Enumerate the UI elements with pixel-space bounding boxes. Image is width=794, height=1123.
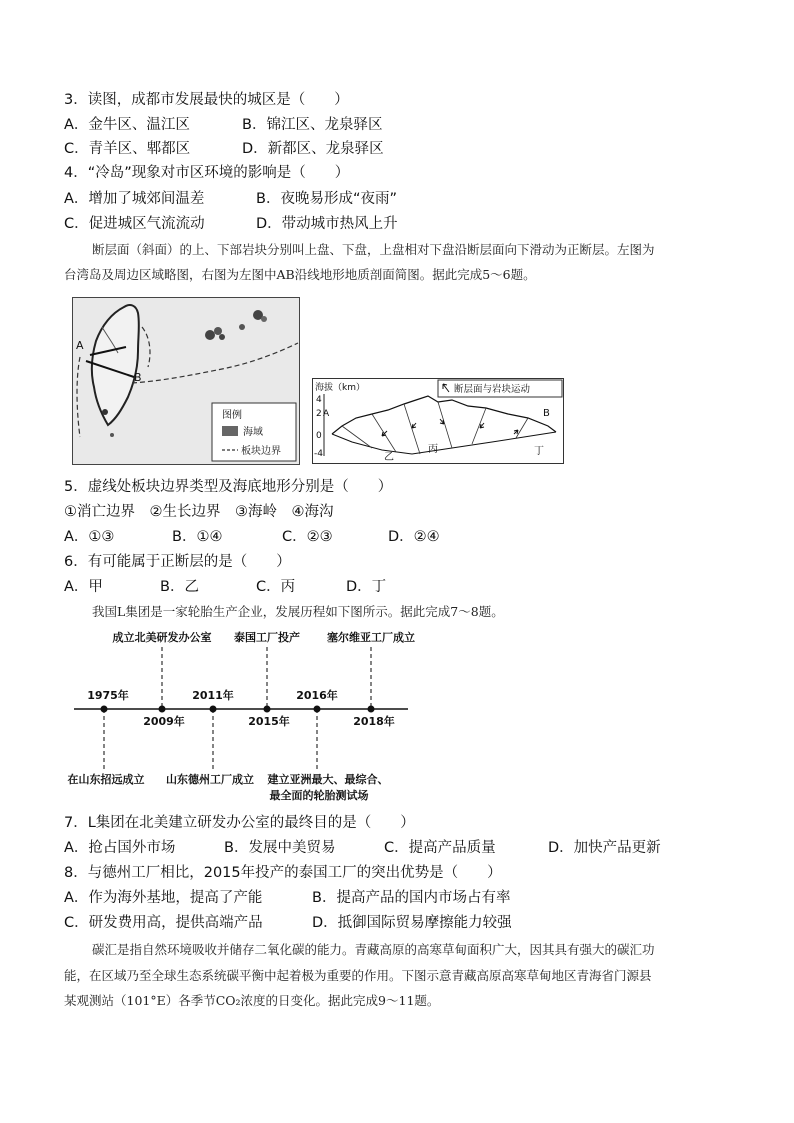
geologic-profile [312, 378, 564, 464]
profile-tick-0: 0 [316, 431, 322, 441]
timeline-dot-2015 [264, 706, 271, 713]
legend-sea-swatch [222, 426, 238, 436]
q7-option-d: D．加快产品更新 [548, 840, 661, 856]
timeline-dot-1975 [101, 706, 108, 713]
passage3-line1: 碳汇是指自然环境吸收并储存二氧化碳的能力。青藏高原的高寒草甸面积广大，因其具有强大的碳汇功 [92, 942, 655, 957]
q7-option-a: A．抢占国外市场 [64, 840, 176, 856]
timeline-dot-2011 [210, 706, 217, 713]
q6-option-d: D．丁 [346, 579, 387, 595]
event-2009-text: 成立北美研发办公室 [112, 631, 212, 644]
company-timeline [60, 625, 420, 810]
map-legend-sea: 海域 [243, 427, 263, 438]
q5-stem: 5．虚线处板块边界类型及海底地形分别是（ ） [64, 479, 393, 495]
q6-stem: 6．有可能属于正断层的是（ ） [64, 554, 291, 570]
year-2015: 2015年 [248, 715, 290, 728]
timeline-dot-2009 [159, 706, 166, 713]
event-2015-text: 泰国工厂投产 [234, 631, 300, 644]
map-label-b: B [134, 371, 142, 384]
year-2016: 2016年 [296, 689, 338, 702]
q7-option-b: B．发展中美贸易 [224, 840, 336, 856]
q3-option-d: D．新都区、龙泉驿区 [242, 141, 384, 157]
q4-option-d: D．带动城市热风上升 [256, 216, 398, 232]
profile-label-yi: 乙 [384, 452, 394, 463]
profile-axis-title: 海拔（km） [315, 383, 365, 393]
q3-option-c: C．青羊区、郫都区 [64, 141, 191, 157]
profile-tick-4: 4 [316, 395, 322, 405]
event-2018-text: 塞尔维亚工厂成立 [327, 631, 415, 644]
q5-option-a: A．①③ [64, 529, 115, 545]
q3-option-a: A．金牛区、温江区 [64, 117, 190, 133]
q7-stem: 7．L集团在北美建立研发办公室的最终目的是（ ） [64, 815, 415, 831]
taiwan-map [72, 297, 300, 465]
q4-stem: 4．“冷岛”现象对市区环境的影响是（ ） [64, 165, 350, 181]
map-legend-title: 图例 [222, 410, 242, 421]
map-label-a: A [76, 339, 84, 352]
q3-option-b: B．锦江区、龙泉驿区 [242, 117, 383, 133]
profile-tick-neg4: -4 [314, 449, 323, 459]
event-2016-text2: 最全面的轮胎测试场 [269, 789, 369, 802]
timeline-dot-2018 [368, 706, 375, 713]
passage2-line1: 我国L集团是一家轮胎生产企业，发展历程如下图所示。据此完成7～8题。 [92, 604, 504, 619]
profile-label-b: B [543, 408, 550, 419]
passage1-line2: 台湾岛及周边区域略图，右图为左图中AB沿线地形地质剖面简图。据此完成5～6题。 [64, 267, 536, 282]
passage3-line2: 能，在区域乃至全球生态系统碳平衡中起着极为重要的作用。下图示意青藏高原高寒草甸地区青海省门源县 [64, 968, 652, 983]
q6-option-b: B．乙 [160, 579, 199, 595]
profile-legend-label: 断层面与岩块运动 [454, 384, 531, 395]
year-2018: 2018年 [353, 715, 395, 728]
profile-label-bing: 丙 [428, 444, 438, 455]
q8-option-d: D．抵御国际贸易摩擦能力较强 [312, 915, 512, 931]
q6-option-a: A．甲 [64, 579, 103, 595]
passage1-line1: 断层面（斜面）的上、下部岩块分别叫上盘、下盘，上盘相对下盘沿断层面向下滑动为正断层。左图为 [92, 242, 655, 257]
timeline-dot-2016 [314, 706, 321, 713]
event-2016-text: 建立亚洲最大、最综合、 [267, 773, 389, 786]
q5-options-line: ①消亡边界 ②生长边界 ③海岭 ④海沟 [64, 504, 334, 520]
q8-option-b: B．提高产品的国内市场占有率 [312, 890, 511, 906]
passage3-line3: 某观测站（101°E）各季节CO₂浓度的日变化。据此完成9～11题。 [64, 993, 440, 1008]
profile-tick-2: 2 [316, 409, 322, 419]
q6-option-c: C．丙 [256, 579, 296, 595]
q8-option-a: A．作为海外基地，提高了产能 [64, 890, 263, 906]
q8-option-c: C．研发费用高，提供高端产品 [64, 915, 263, 931]
q5-option-b: B．①④ [172, 529, 223, 545]
q7-option-c: C．提高产品质量 [384, 840, 496, 856]
q5-option-c: C．②③ [282, 529, 333, 545]
q4-option-c: C．促进城区气流流动 [64, 216, 205, 232]
q8-stem: 8．与德州工厂相比，2015年投产的泰国工厂的突出优势是（ ） [64, 865, 502, 881]
year-1975: 1975年 [87, 689, 129, 702]
map-legend-boundary: 板块边界 [241, 446, 281, 457]
event-1975-text: 在山东招远成立 [67, 773, 145, 786]
year-2009: 2009年 [143, 715, 185, 728]
q5-option-d: D．②④ [388, 529, 440, 545]
event-2011-text: 山东德州工厂成立 [166, 773, 254, 786]
profile-label-a: A [323, 409, 330, 419]
q3-stem: 3．读图，成都市发展最快的城区是（ ） [64, 92, 349, 108]
q4-option-a: A．增加了城郊间温差 [64, 191, 205, 207]
profile-label-ding: 丁 [534, 446, 544, 457]
year-2011: 2011年 [192, 689, 234, 702]
q4-option-b: B．夜晚易形成“夜雨” [256, 191, 397, 207]
